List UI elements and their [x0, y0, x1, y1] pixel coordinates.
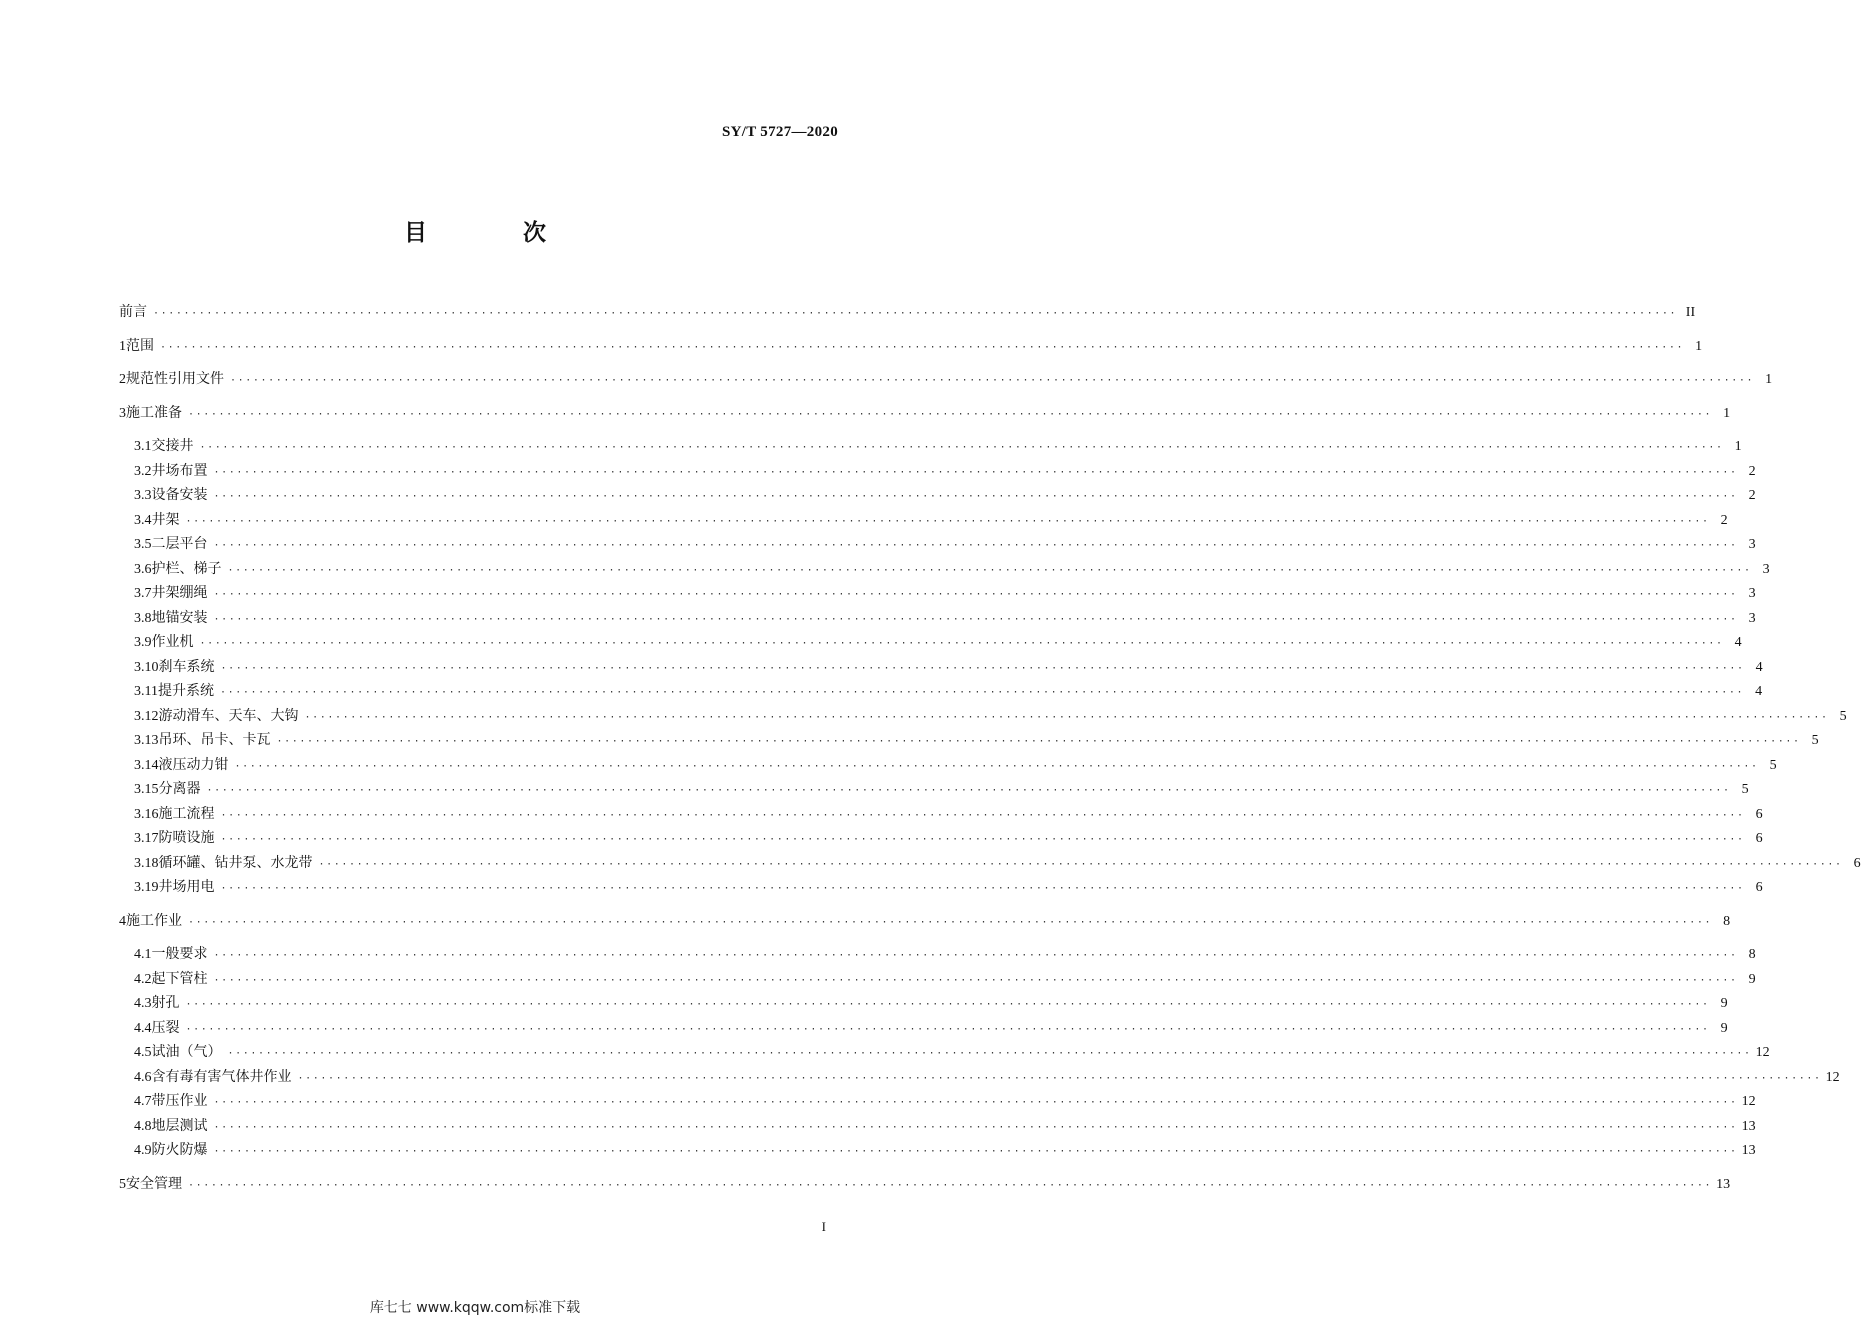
toc-entry-page: 8 [1723, 913, 1731, 929]
toc-entry-number: 1 [119, 338, 126, 354]
footer-watermark: 库七七 www.kqqw.com标准下载 [369, 1300, 581, 1316]
toc-entry-page: 1 [1695, 338, 1703, 354]
toc-entry-number: 3.18 [134, 855, 159, 871]
toc-entry[interactable] [119, 1089, 1756, 1114]
toc-entry-label: 二层平台 [151, 536, 208, 552]
toc-entry-number: 3.14 [134, 757, 159, 773]
toc-entry[interactable] [119, 434, 1742, 459]
toc-entry[interactable] [119, 1065, 1840, 1090]
toc-entry[interactable] [119, 991, 1728, 1016]
toc-entry[interactable] [119, 483, 1756, 508]
toc-entry[interactable] [119, 1114, 1756, 1139]
toc-entry[interactable] [119, 802, 1763, 827]
toc-entry-number: 2 [119, 372, 126, 387]
toc-entry-number: 3.8 [134, 610, 152, 626]
toc-entry-label: 压裂 [151, 1019, 180, 1036]
toc-entry[interactable] [119, 532, 1756, 557]
toc-entry-page: 12 [1755, 1045, 1770, 1060]
toc-entry-page: 5 [1769, 757, 1777, 773]
toc-leader-dots: ········································································································································································································ [227, 564, 1752, 576]
toc-leader-dots: ········································································································································································································ [206, 785, 1731, 796]
toc-entry-label: 刹车系统 [158, 658, 215, 675]
toc-entry-page: II [1685, 305, 1696, 320]
toc-entry-page: 5 [1811, 733, 1819, 748]
toc-leader-dots: ········································································································································································································ [220, 883, 1745, 894]
toc-entry-number: 3.9 [134, 635, 152, 650]
toc-entry[interactable] [119, 679, 1763, 704]
toc-leader-dots: ········································································································································································································ [230, 375, 1755, 386]
toc-entry[interactable] [119, 851, 1861, 876]
toc-entry-label: 井场布置 [151, 462, 208, 479]
toc-leader-dots: ········································································································································································································ [297, 1072, 1822, 1084]
toc-leader-dots: ········································································································································································································ [213, 1121, 1738, 1133]
toc-leader-dots: ········································································································································································································ [213, 1097, 1738, 1108]
toc-entry-number: 3.1 [134, 439, 152, 454]
toc-entry[interactable] [119, 459, 1756, 484]
toc-entry-page: 3 [1748, 610, 1756, 626]
toc-entry-number: 3.6 [134, 561, 152, 577]
toc-entry-label: 防火防爆 [151, 1142, 208, 1158]
toc-entry[interactable] [119, 704, 1847, 729]
toc-entry[interactable] [119, 401, 1731, 426]
toc-entry-number: 3.12 [134, 708, 159, 724]
toc-entry[interactable] [119, 826, 1763, 851]
toc-entry-number: 3.19 [134, 880, 159, 895]
toc-leader-dots: ········································································································································································································ [153, 308, 1678, 319]
toc-entry-label: 作业机 [151, 634, 194, 650]
toc-entry-label: 地锚安装 [151, 609, 208, 626]
toc-entry-label: 带压作业 [151, 1093, 208, 1109]
toc-entry-page: 4 [1755, 659, 1763, 675]
toc-entry-label: 施工作业 [126, 912, 182, 929]
toc-entry-number: 3.13 [134, 733, 159, 748]
toc-entry[interactable] [119, 300, 1696, 325]
toc-leader-dots: ········································································································································································································ [213, 540, 1738, 551]
toc-leader-dots: ········································································································································································································ [220, 662, 1745, 674]
toc-entry-label: 提升系统 [157, 683, 214, 699]
toc-entry-page: 6 [1755, 806, 1763, 822]
toc-entry-number: 3.7 [134, 586, 152, 601]
toc-entry-label: 试油（气） [151, 1044, 222, 1060]
toc-leader-dots: ········································································································································································································ [213, 974, 1738, 986]
toc-entry-number: 4.9 [134, 1143, 152, 1158]
toc-entry-number: 3.5 [134, 537, 152, 552]
toc-leader-dots: ········································································································································································································ [185, 515, 1710, 527]
toc-entry-number: 3.17 [134, 831, 159, 846]
toc-entry-page: 9 [1748, 971, 1756, 987]
toc-entry-number: 4.6 [134, 1069, 152, 1085]
toc-leader-dots: ········································································································································································································ [234, 760, 1759, 772]
toc-entry-label: 护栏、梯子 [151, 560, 222, 577]
toc-leader-dots: ········································································································································································································ [318, 858, 1843, 870]
toc-entry-number: 3.11 [134, 684, 158, 699]
toc-entry[interactable] [119, 1172, 1731, 1197]
toc-entry-label: 规范性引用文件 [126, 371, 224, 387]
page-title: 目 次 [403, 220, 590, 246]
toc-entry-number: 4.7 [134, 1094, 152, 1109]
toc-leader-dots: ········································································································································································································ [219, 687, 1745, 698]
toc-entry-page: 13 [1741, 1143, 1756, 1158]
toc-leader-dots: ········································································································································································································ [199, 442, 1724, 453]
toc-entry-label: 一般要求 [151, 946, 208, 962]
toc-leader-dots: ········································································································································································································ [220, 834, 1745, 845]
toc-entry-page: 5 [1839, 708, 1847, 724]
toc-leader-dots: ········································································································································································································ [213, 589, 1738, 600]
toc-entry[interactable] [119, 753, 1777, 778]
toc-entry-page: 4 [1755, 684, 1763, 699]
toc-entry[interactable] [119, 875, 1763, 900]
toc-entry-page: 9 [1720, 996, 1728, 1011]
table-of-contents [119, 300, 1861, 1196]
toc-entry-page: 6 [1853, 855, 1861, 871]
toc-entry-label: 交接井 [151, 438, 194, 454]
toc-entry[interactable] [119, 1040, 1770, 1065]
toc-entry-label: 含有毒有害气体井作业 [151, 1068, 292, 1085]
toc-entry-page: 2 [1748, 463, 1756, 479]
toc-entry-page: 1 [1723, 405, 1731, 421]
toc-entry-label: 安全管理 [126, 1175, 182, 1192]
toc-entry[interactable] [119, 728, 1819, 753]
toc-entry-number: 4.2 [134, 971, 152, 987]
toc-entry[interactable] [119, 777, 1749, 802]
toc-entry-page: 12 [1741, 1094, 1756, 1109]
toc-entry-number: 3.15 [134, 782, 159, 797]
toc-entry-number: 4.4 [134, 1020, 152, 1036]
toc-entry-number: 4 [119, 913, 126, 929]
toc-entry[interactable] [119, 630, 1742, 655]
standard-code: SY/T 5727—2020 [721, 124, 838, 140]
toc-entry-label: 井场用电 [158, 879, 215, 895]
toc-entry-label: 液压动力钳 [158, 756, 229, 773]
toc-leader-dots: ········································································································································································································ [185, 999, 1710, 1010]
toc-entry-label: 设备安装 [151, 487, 208, 503]
toc-entry-label: 井架绷绳 [151, 585, 208, 601]
toc-entry-number: 3.2 [134, 463, 152, 479]
toc-entry-page: 2 [1748, 488, 1756, 503]
toc-entry[interactable] [119, 909, 1731, 934]
toc-leader-dots: ········································································································································································································ [188, 408, 1713, 420]
toc-entry[interactable] [119, 557, 1770, 582]
toc-entry[interactable] [119, 942, 1756, 967]
toc-entry[interactable] [119, 581, 1756, 606]
toc-entry-page: 6 [1755, 831, 1763, 846]
toc-entry-page: 1 [1765, 372, 1773, 387]
toc-entry-number: 5 [119, 1176, 126, 1192]
toc-entry-label: 前言 [119, 304, 147, 320]
toc-entry-number: 4.5 [134, 1045, 152, 1060]
toc-entry-label: 防喷设施 [158, 830, 215, 846]
toc-entry-label: 游动滑车、天车、大钩 [158, 707, 299, 724]
toc-entry-number: 3.3 [134, 488, 152, 503]
toc-leader-dots: ········································································································································································································ [227, 1048, 1752, 1059]
toc-leader-dots: ········································································································································································································ [213, 1146, 1738, 1157]
toc-entry-page: 2 [1720, 512, 1728, 528]
toc-entry-label: 吊环、吊卡、卡瓦 [158, 732, 271, 748]
toc-leader-dots: ········································································································································································································ [188, 916, 1713, 928]
toc-entry-page: 3 [1748, 586, 1756, 601]
toc-entry-label: 施工准备 [126, 404, 182, 421]
toc-leader-dots: ········································································································································································································ [213, 466, 1738, 478]
toc-leader-dots: ········································································································································································································ [276, 736, 1801, 747]
toc-entry-label: 范围 [126, 337, 154, 354]
toc-entry[interactable] [119, 508, 1728, 533]
toc-entry-page: 5 [1741, 782, 1749, 797]
toc-leader-dots: ········································································································································································································ [185, 1023, 1710, 1035]
toc-entry-page: 4 [1734, 635, 1742, 650]
toc-entry-label: 施工流程 [158, 805, 215, 822]
toc-entry-number: 4.1 [134, 947, 152, 962]
toc-entry-page: 3 [1748, 537, 1756, 552]
toc-entry-number: 4.8 [134, 1118, 152, 1134]
toc-leader-dots: ········································································································································································································ [304, 711, 1829, 723]
toc-entry-label: 分离器 [158, 781, 201, 797]
toc-leader-dots: ········································································································································································································ [220, 809, 1745, 821]
toc-entry-page: 3 [1762, 561, 1770, 577]
toc-entry-page: 8 [1748, 947, 1756, 962]
toc-entry[interactable] [119, 1016, 1728, 1041]
toc-entry-number: 4.3 [134, 996, 152, 1011]
toc-leader-dots: ········································································································································································································ [160, 341, 1685, 353]
toc-entry-number: 3.16 [134, 806, 159, 822]
toc-entry-number: 3.10 [134, 659, 159, 675]
toc-leader-dots: ········································································································································································································ [213, 613, 1738, 625]
toc-leader-dots: ········································································································································································································ [213, 491, 1738, 502]
page-number: I [821, 1219, 826, 1234]
toc-entry[interactable] [119, 967, 1756, 992]
toc-entry-label: 地层测试 [151, 1117, 208, 1134]
toc-entry[interactable] [119, 1138, 1756, 1163]
toc-entry-number: 3.4 [134, 512, 152, 528]
toc-entry-label: 井架 [151, 511, 180, 528]
toc-entry-page: 9 [1720, 1020, 1728, 1036]
toc-leader-dots: ········································································································································································································ [199, 638, 1724, 649]
toc-entry-label: 循环罐、钻井泵、水龙带 [158, 854, 313, 871]
toc-entry[interactable] [119, 606, 1756, 631]
toc-entry[interactable] [119, 334, 1703, 359]
toc-entry-label: 起下管柱 [151, 970, 208, 987]
toc-entry-page: 6 [1755, 880, 1763, 895]
toc-entry-page: 13 [1741, 1118, 1756, 1134]
toc-entry[interactable] [119, 367, 1773, 392]
toc-leader-dots: ········································································································································································································ [188, 1179, 1713, 1191]
toc-entry-page: 1 [1734, 439, 1742, 454]
toc-entry-page: 12 [1825, 1069, 1840, 1085]
toc-entry-label: 射孔 [151, 995, 180, 1011]
toc-leader-dots: ········································································································································································································ [213, 950, 1738, 961]
toc-entry[interactable] [119, 655, 1763, 680]
toc-entry-page: 13 [1716, 1176, 1731, 1192]
toc-entry-number: 3 [119, 405, 126, 421]
